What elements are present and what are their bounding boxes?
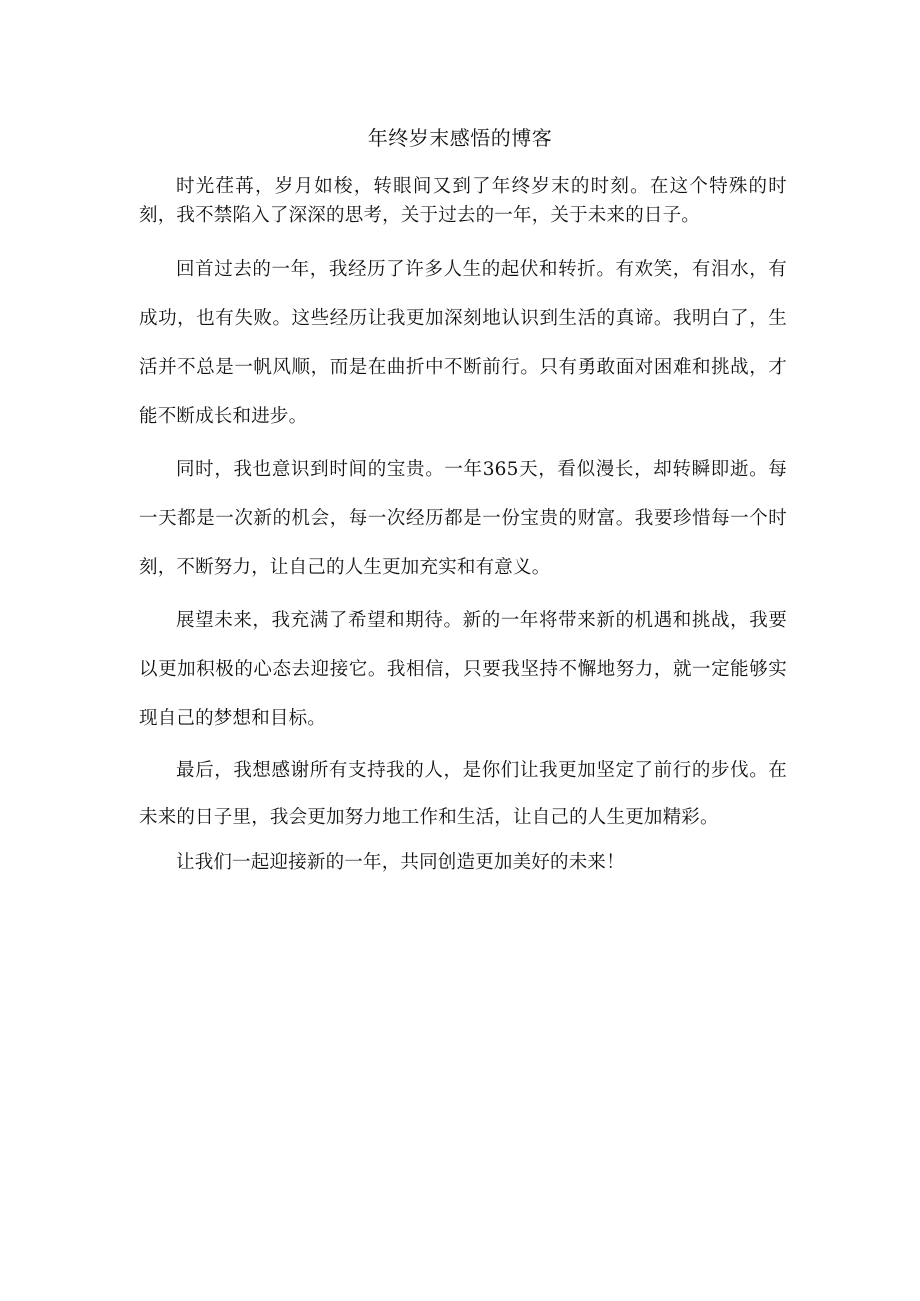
paragraph-5: 最后，我想感谢所有支持我的人，是你们让我更加坚定了前行的步伐。在未来的日子里，我会更加努力地工作和生活，让自己的人生更加精彩。 — [139, 760, 787, 828]
paragraph-2: 回首过去的一年，我经历了许多人生的起伏和转折。有欢笑，有泪水，有成功，也有失败。这些经历让我更加深刻地认识到生活的真谛。我明白了，生活并不总是一帆风顺，而是在曲折中不断前行。只有勇敢面对困难和挑战，才能不断成长和进步。 — [139, 259, 787, 427]
paragraph-6: 让我们一起迎接新的一年，共同创造更加美好的未来！ — [176, 852, 625, 873]
document-title: 年终岁末感悟的博客 — [367, 126, 553, 150]
paragraph-4: 展望未来，我充满了希望和期待。新的一年将带来新的机遇和挑战，我要以更加积极的心态去迎接它。我相信，只要我坚持不懈地努力，就一定能够实现自己的梦想和目标。 — [139, 610, 787, 729]
paragraph-1: 时光荏苒，岁月如梭，转眼间又到了年终岁末的时刻。在这个特殊的时刻，我不禁陷入了深深的思考，关于过去的一年，关于未来的日子。 — [139, 176, 787, 226]
document-body — [139, 172, 787, 883]
paragraph-3: 同时，我也意识到时间的宝贵。一年365天，看似漫长，却转瞬即逝。每一天都是一次新的机会，每一次经历都是一份宝贵的财富。我要珍惜每一个时刻，不断努力，让自己的人生更加充实和有意义。 — [139, 459, 787, 578]
